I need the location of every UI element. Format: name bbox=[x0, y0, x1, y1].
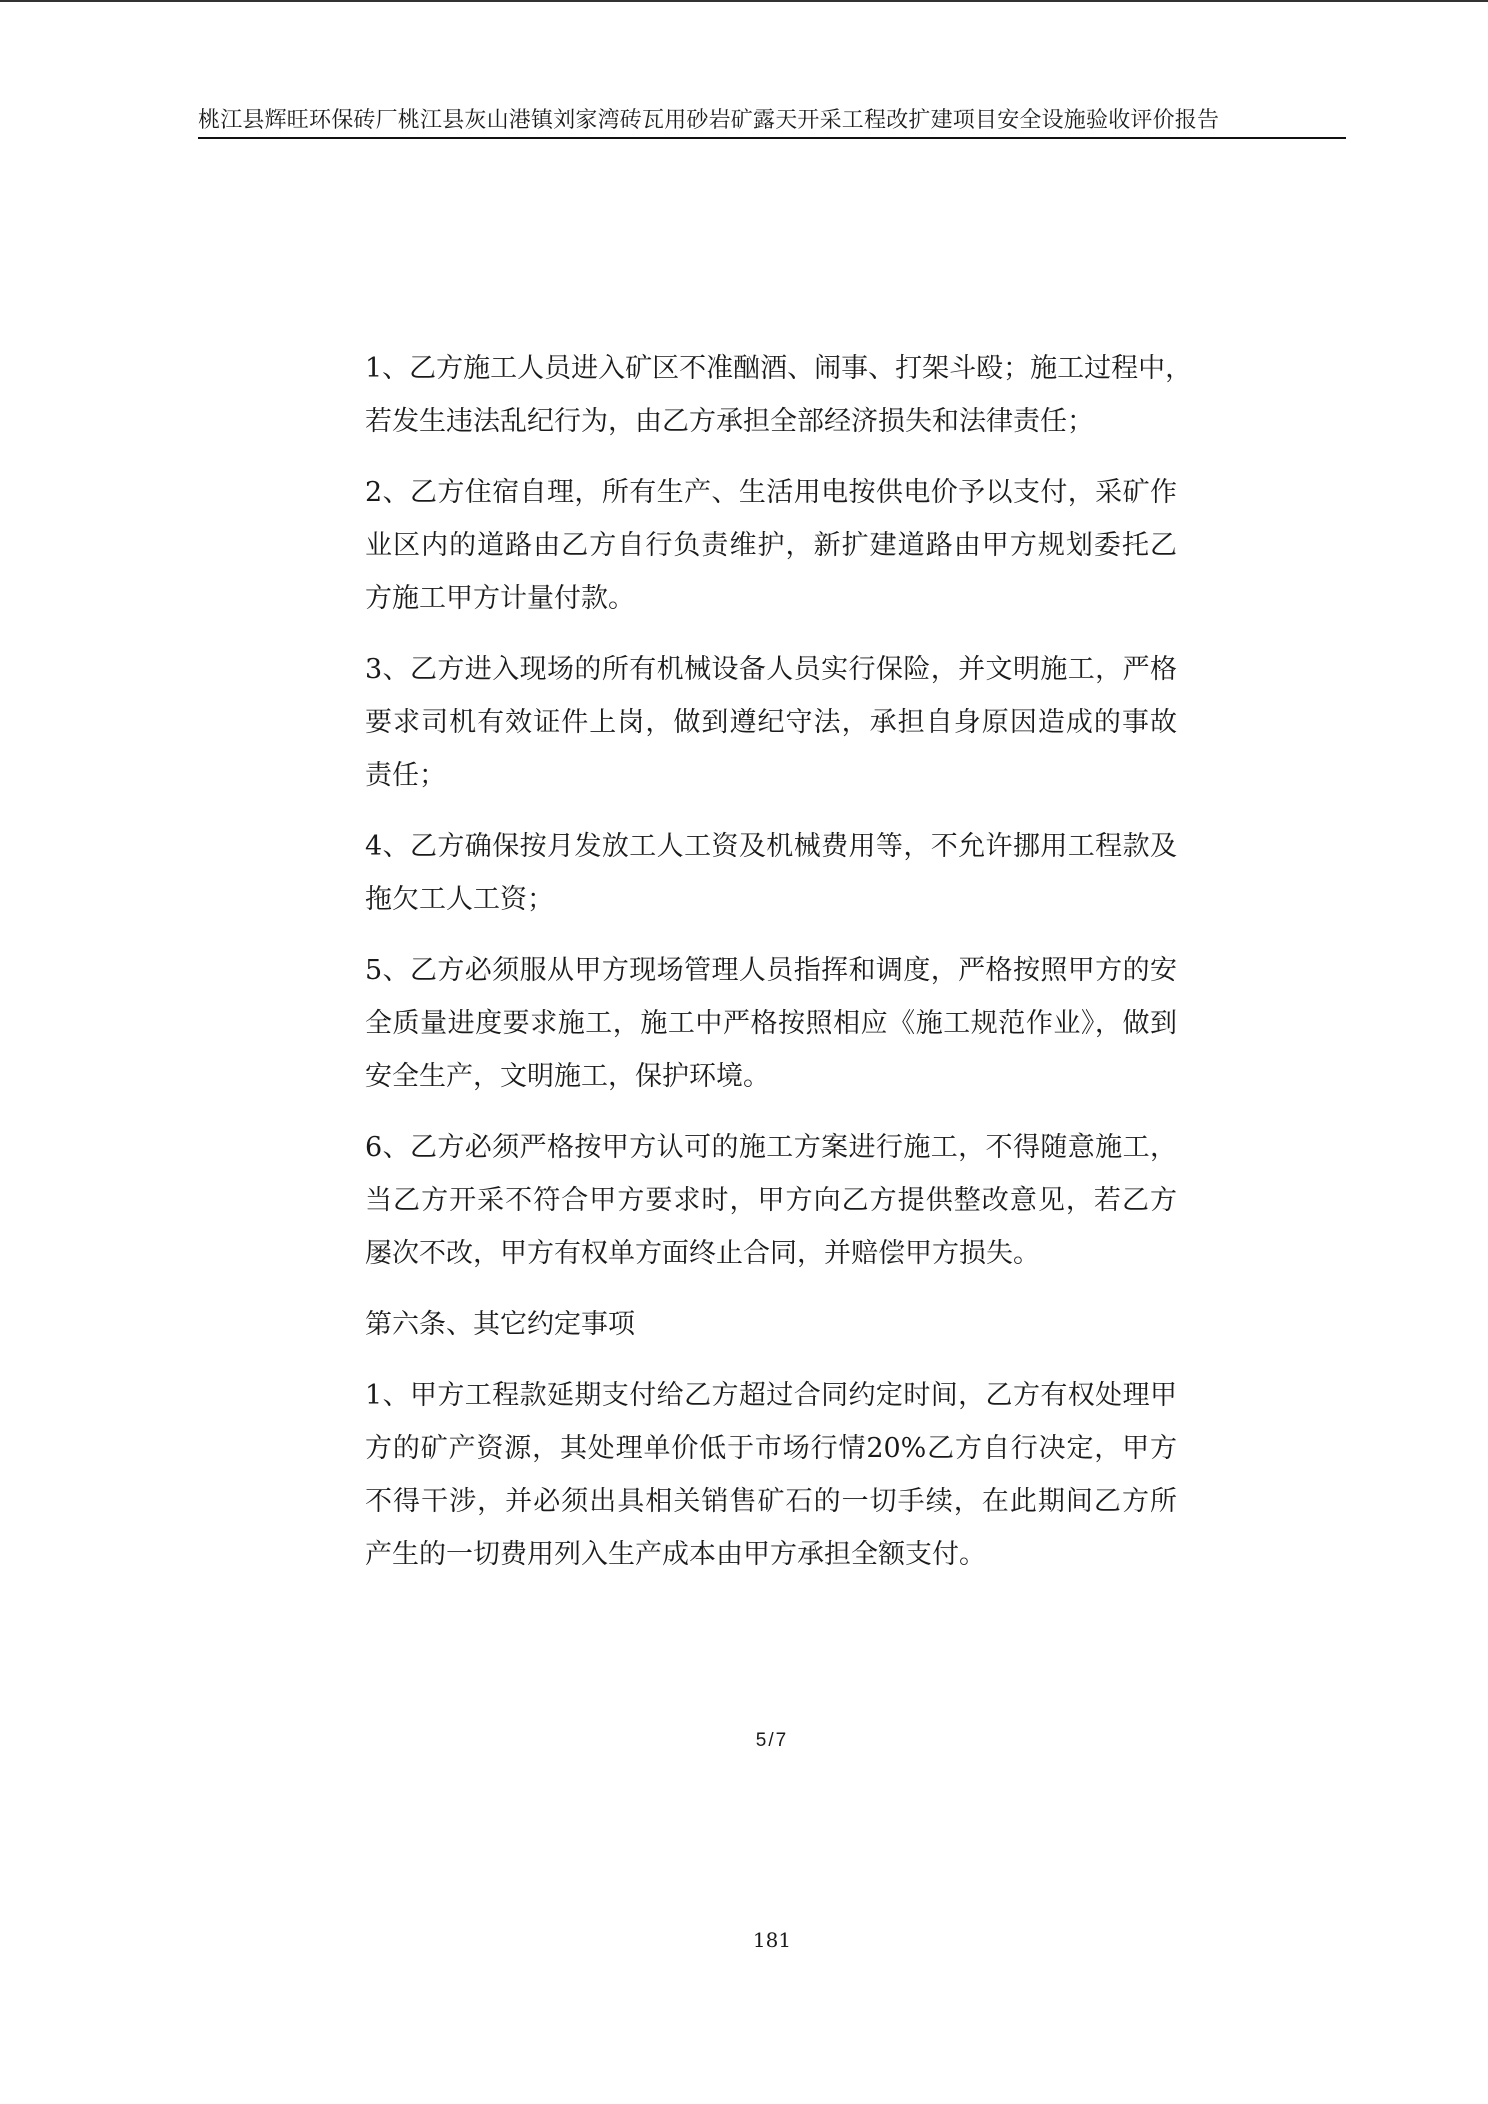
paragraph-line: 产生的一切费用列入生产成本由甲方承担全额支付。 bbox=[365, 1539, 986, 1570]
paragraph-line: 1、甲方工程款延期支付给乙方超过合同约定时间，乙方有权处理甲 bbox=[365, 1380, 1177, 1411]
paragraph-line: 责任； bbox=[365, 760, 446, 791]
paragraph-line: 4、乙方确保按月发放工人工资及机械费用等，不允许挪用工程款及 bbox=[365, 831, 1177, 862]
paragraph bbox=[365, 1121, 1177, 1280]
document-page-number: 181 bbox=[752, 1928, 792, 1952]
paragraph-line: 业区内的道路由乙方自行负责维护，新扩建道路由甲方规划委托乙 bbox=[365, 530, 1177, 561]
paragraph-line: 6、乙方必须严格按甲方认可的施工方案进行施工，不得随意施工， bbox=[365, 1132, 1177, 1163]
report-header-title: 桃江县辉旺环保砖厂桃江县灰山港镇刘家湾砖瓦用砂岩矿露天开采工程改扩建项目安全设施验收评价报告 bbox=[198, 108, 1220, 133]
paragraph-line: 屡次不改，甲方有权单方面终止合同，并赔偿甲方损失。 bbox=[365, 1238, 1040, 1269]
paragraph-line: 2、乙方住宿自理，所有生产、生活用电按供电价予以支付，采矿作 bbox=[365, 477, 1177, 508]
paragraph-line: 当乙方开采不符合甲方要求时，甲方向乙方提供整改意见，若乙方 bbox=[365, 1185, 1177, 1216]
paragraph-line: 安全生产，文明施工，保护环境。 bbox=[365, 1061, 770, 1092]
paragraph bbox=[365, 1369, 1177, 1581]
paragraph bbox=[365, 1298, 1177, 1351]
paragraph-line: 不得干涉，并必须出具相关销售矿石的一切手续，在此期间乙方所 bbox=[365, 1486, 1177, 1517]
paragraph-line: 全质量进度要求施工，施工中严格按照相应《施工规范作业》，做到 bbox=[365, 1008, 1177, 1039]
paragraph bbox=[365, 643, 1177, 802]
page-top-border bbox=[0, 0, 1488, 2]
paragraph-line: 拖欠工人工资； bbox=[365, 884, 554, 915]
paragraph-line: 第六条、其它约定事项 bbox=[365, 1309, 635, 1340]
paragraph-line: 要求司机有效证件上岗，做到遵纪守法，承担自身原因造成的事故 bbox=[365, 707, 1177, 738]
paragraph bbox=[365, 466, 1177, 625]
header-divider bbox=[198, 137, 1346, 139]
paragraph-line: 5、乙方必须服从甲方现场管理人员指挥和调度，严格按照甲方的安 bbox=[365, 955, 1177, 986]
paragraph-line: 方施工甲方计量付款。 bbox=[365, 583, 635, 614]
paragraph-line: 方的矿产资源，其处理单价低于市场行情20%乙方自行决定，甲方 bbox=[365, 1433, 1177, 1464]
paragraph-line: 1、乙方施工人员进入矿区不准酗酒、闹事、打架斗殴；施工过程中， bbox=[365, 353, 1193, 384]
paragraph bbox=[365, 342, 1193, 448]
paragraph bbox=[365, 820, 1177, 926]
paragraph-line: 若发生违法乱纪行为，由乙方承担全部经济损失和法律责任； bbox=[365, 406, 1094, 437]
paragraph-line: 3、乙方进入现场的所有机械设备人员实行保险，并文明施工，严格 bbox=[365, 654, 1177, 685]
contract-page-indicator: 5/7 bbox=[755, 1730, 789, 1751]
paragraph bbox=[365, 944, 1177, 1103]
document-body bbox=[365, 342, 1193, 1599]
